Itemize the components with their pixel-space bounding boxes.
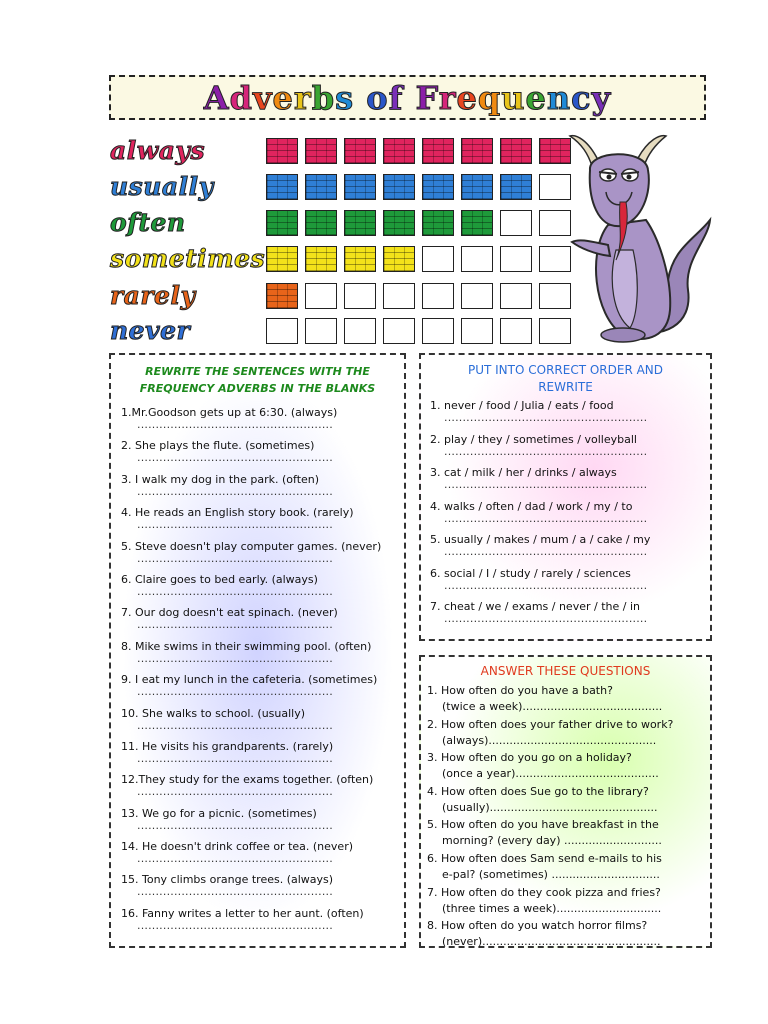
question-item xyxy=(427,918,710,952)
frequency-word-rarely: rarely xyxy=(110,281,196,310)
answer-line[interactable]: ..................................................... xyxy=(137,584,333,598)
answer-hint-line[interactable]: (three times a week).............................. xyxy=(442,901,662,915)
answer-line[interactable]: ..................................................... xyxy=(137,785,333,799)
question-text: 6. How often does Sam send e-mails to his xyxy=(427,851,662,865)
brick-box-filled xyxy=(266,246,298,272)
rewrite-item xyxy=(121,606,404,639)
scrambled-words: 5. usually / makes / mum / a / cake / my xyxy=(430,533,651,546)
frequency-boxes-always xyxy=(266,138,571,166)
answer-line[interactable]: ..................................................... xyxy=(137,518,333,532)
brick-box-empty xyxy=(305,283,337,309)
answer-line[interactable]: ..................................................... xyxy=(137,718,333,732)
question-text: 1. How often do you have a bath? xyxy=(427,684,613,697)
question-text: 5. How often do you have breakfast in the xyxy=(427,818,659,832)
answer-line[interactable]: ....................................................... xyxy=(444,411,648,424)
brick-box-empty xyxy=(500,318,532,344)
brick-box-filled xyxy=(305,174,337,200)
rewrite-sentence: 6. Claire goes to bed early. (always) xyxy=(121,572,318,586)
answer-hint-line[interactable]: e-pal? (sometimes) ............................... xyxy=(442,867,660,881)
rewrite-item xyxy=(121,840,404,873)
question-item xyxy=(427,885,710,919)
answer-line[interactable]: ....................................................... xyxy=(444,578,648,592)
question-items xyxy=(427,683,710,952)
order-instruction: PUT INTO CORRECT ORDER AND REWRITE xyxy=(467,363,664,394)
answer-line[interactable]: ....................................................... xyxy=(444,612,648,625)
frequency-boxes-rarely xyxy=(266,283,571,311)
answer-line[interactable]: ..................................................... xyxy=(137,918,333,932)
brick-box-filled xyxy=(422,138,454,164)
rewrite-item xyxy=(121,573,404,606)
scrambled-words: 1. never / food / Julia / eats / food xyxy=(430,399,614,412)
answer-line[interactable]: ..................................................... xyxy=(137,852,333,866)
answer-hint-line[interactable]: (usually)................................................ xyxy=(442,800,658,814)
brick-box-filled xyxy=(500,174,532,200)
answer-line[interactable]: ..................................................... xyxy=(137,818,333,832)
rewrite-item xyxy=(121,506,404,539)
rewrite-item xyxy=(121,473,404,506)
rewrite-sentence: 14. He doesn't drink coffee or tea. (never) xyxy=(121,840,354,854)
brick-box-empty xyxy=(539,318,571,344)
frequency-boxes-often xyxy=(266,210,571,238)
brick-box-empty xyxy=(461,318,493,344)
brick-box-empty xyxy=(305,318,337,344)
answer-line[interactable]: ..................................................... xyxy=(137,551,333,565)
order-item xyxy=(430,433,710,467)
brick-box-filled xyxy=(266,210,298,236)
brick-box-filled xyxy=(266,174,298,200)
frequency-word-sometimes: sometimes xyxy=(110,244,266,273)
brick-box-empty xyxy=(422,318,454,344)
brick-box-filled xyxy=(422,174,454,200)
rewrite-item xyxy=(121,740,404,773)
rewrite-item xyxy=(121,707,404,740)
answer-line[interactable]: ..................................................... xyxy=(137,751,333,765)
answer-line[interactable]: ..................................................... xyxy=(137,451,333,465)
brick-box-filled xyxy=(422,210,454,236)
brick-box-filled xyxy=(344,138,376,164)
brick-box-filled xyxy=(383,246,415,272)
rewrite-sentence: 9. I eat my lunch in the cafeteria. (sometimes) xyxy=(121,673,378,687)
answer-line[interactable]: ....................................................... xyxy=(444,444,648,458)
brick-box-empty xyxy=(461,283,493,309)
rewrite-item xyxy=(121,640,404,673)
rewrite-sentence: 11. He visits his grandparents. (rarely) xyxy=(121,739,334,753)
answer-hint-line[interactable]: (twice a week)........................................ xyxy=(442,700,663,713)
rewrite-item xyxy=(121,406,404,439)
answer-line[interactable]: ..................................................... xyxy=(137,885,333,899)
order-words-panel xyxy=(419,353,712,641)
brick-box-filled xyxy=(461,138,493,164)
answer-hint-line[interactable]: (never)................................................... xyxy=(442,935,661,949)
brick-box-empty xyxy=(500,283,532,309)
answer-questions-panel xyxy=(419,655,712,948)
page-title: Adverbs of Frequency xyxy=(203,78,612,117)
answer-hint-line[interactable]: (always)................................................ xyxy=(442,733,657,747)
brick-box-filled xyxy=(305,210,337,236)
rewrite-sentence: 10. She walks to school. (usually) xyxy=(121,706,306,720)
question-item xyxy=(427,750,710,784)
brick-box-filled xyxy=(500,138,532,164)
rewrite-sentence: 15. Tony climbs orange trees. (always) xyxy=(121,873,334,887)
brick-box-empty xyxy=(383,283,415,309)
rewrite-sentences-panel xyxy=(109,353,406,948)
order-item xyxy=(430,533,710,567)
rewrite-sentence: 7. Our dog doesn't eat spinach. (never) xyxy=(121,606,338,620)
rewrite-item xyxy=(121,439,404,472)
order-item xyxy=(430,567,710,601)
brick-box-empty xyxy=(422,283,454,309)
brick-box-filled xyxy=(461,210,493,236)
rewrite-items xyxy=(121,406,404,940)
order-items xyxy=(430,399,710,634)
brick-box-empty xyxy=(539,174,571,200)
rewrite-item xyxy=(121,807,404,840)
answer-line[interactable]: ....................................................... xyxy=(444,478,648,491)
rewrite-sentence: 5. Steve doesn't play computer games. (never) xyxy=(121,539,382,553)
rewrite-sentence: 3. I walk my dog in the park. (often) xyxy=(121,472,320,486)
brick-box-filled xyxy=(266,283,298,309)
frequency-boxes-sometimes xyxy=(266,246,571,274)
answer-line[interactable]: ..................................................... xyxy=(137,651,333,665)
brick-box-filled xyxy=(461,174,493,200)
brick-box-empty xyxy=(539,283,571,309)
rewrite-item xyxy=(121,673,404,706)
question-item xyxy=(427,817,710,851)
rewrite-sentence: 1.Mr.Goodson gets up at 6:30. (always) xyxy=(121,406,338,419)
question-text: 2. How often does your father drive to work? xyxy=(427,717,674,731)
rewrite-sentence: 2. She plays the flute. (sometimes) xyxy=(121,439,315,453)
rewrite-item xyxy=(121,773,404,806)
order-item xyxy=(430,600,710,634)
answer-line[interactable]: ..................................................... xyxy=(137,618,333,632)
brick-box-filled xyxy=(266,138,298,164)
brick-box-filled xyxy=(383,210,415,236)
rewrite-sentence: 16. Fanny writes a letter to her aunt. (often) xyxy=(121,906,364,920)
rewrite-sentence: 4. He reads an English story book. (rarely) xyxy=(121,506,354,520)
rewrite-item xyxy=(121,540,404,573)
answer-hint-line[interactable]: morning? (every day) ............................ xyxy=(442,834,662,848)
order-item xyxy=(430,466,710,500)
brick-box-empty xyxy=(344,283,376,309)
order-item xyxy=(430,500,710,534)
question-text: 7. How often do they cook pizza and fries? xyxy=(427,885,661,899)
answer-line[interactable]: ....................................................... xyxy=(444,545,648,558)
rewrite-instruction: REWRITE THE SENTENCES WITH THE FREQUENCY ADVERBS IN THE BLANKS xyxy=(139,365,376,395)
brick-box-empty xyxy=(539,210,571,236)
brick-box-empty xyxy=(266,318,298,344)
order-item xyxy=(430,399,710,433)
brick-box-empty xyxy=(422,246,454,272)
brick-box-filled xyxy=(305,246,337,272)
question-text: 4. How often does Sue go to the library? xyxy=(427,784,649,798)
answer-line[interactable]: ..................................................... xyxy=(137,685,333,699)
brick-box-filled xyxy=(344,246,376,272)
frequency-word-usually: usually xyxy=(110,172,214,201)
question-item xyxy=(427,683,710,717)
brick-box-empty xyxy=(500,246,532,272)
rewrite-sentence: 12.They study for the exams together. (often) xyxy=(121,773,374,787)
answer-instruction: ANSWER THESE QUESTIONS xyxy=(480,664,651,678)
brick-box-empty xyxy=(500,210,532,236)
scrambled-words: 6. social / I / study / rarely / sciences xyxy=(430,566,631,580)
frequency-word-never: never xyxy=(110,316,191,345)
frequency-boxes-usually xyxy=(266,174,571,202)
frequency-word-always: always xyxy=(110,136,206,165)
brick-box-empty xyxy=(383,318,415,344)
brick-box-filled xyxy=(539,138,571,164)
question-item xyxy=(427,717,710,751)
frequency-word-often: often xyxy=(110,208,186,237)
question-text: 8. How often do you watch horror films? xyxy=(427,919,648,933)
brick-box-filled xyxy=(305,138,337,164)
answer-line[interactable]: ..................................................... xyxy=(137,418,333,431)
answer-hint-line[interactable]: (once a year)......................................... xyxy=(442,767,659,781)
brick-box-filled xyxy=(344,174,376,200)
answer-line[interactable]: ....................................................... xyxy=(444,511,648,525)
frequency-boxes-never xyxy=(266,318,571,346)
scrambled-words: 3. cat / milk / her / drinks / always xyxy=(430,466,617,479)
scrambled-words: 4. walks / often / dad / work / my / to xyxy=(430,499,633,513)
brick-box-filled xyxy=(344,210,376,236)
rewrite-sentence: 8. Mike swims in their swimming pool. (often) xyxy=(121,639,372,653)
brick-box-empty xyxy=(344,318,376,344)
question-item xyxy=(427,784,710,818)
brick-box-filled xyxy=(383,174,415,200)
scrambled-words: 2. play / they / sometimes / volleyball xyxy=(430,432,637,446)
rewrite-item xyxy=(121,907,404,940)
scrambled-words: 7. cheat / we / exams / never / the / in xyxy=(430,600,640,613)
rewrite-sentence: 13. We go for a picnic. (sometimes) xyxy=(121,806,317,820)
rewrite-item xyxy=(121,873,404,906)
brick-box-filled xyxy=(383,138,415,164)
dragon-illustration xyxy=(568,130,713,345)
title-banner xyxy=(109,75,706,120)
answer-line[interactable]: ..................................................... xyxy=(137,484,333,498)
brick-box-empty xyxy=(461,246,493,272)
question-item xyxy=(427,851,710,885)
question-text: 3. How often do you go on a holiday? xyxy=(427,751,632,765)
brick-box-empty xyxy=(539,246,571,272)
